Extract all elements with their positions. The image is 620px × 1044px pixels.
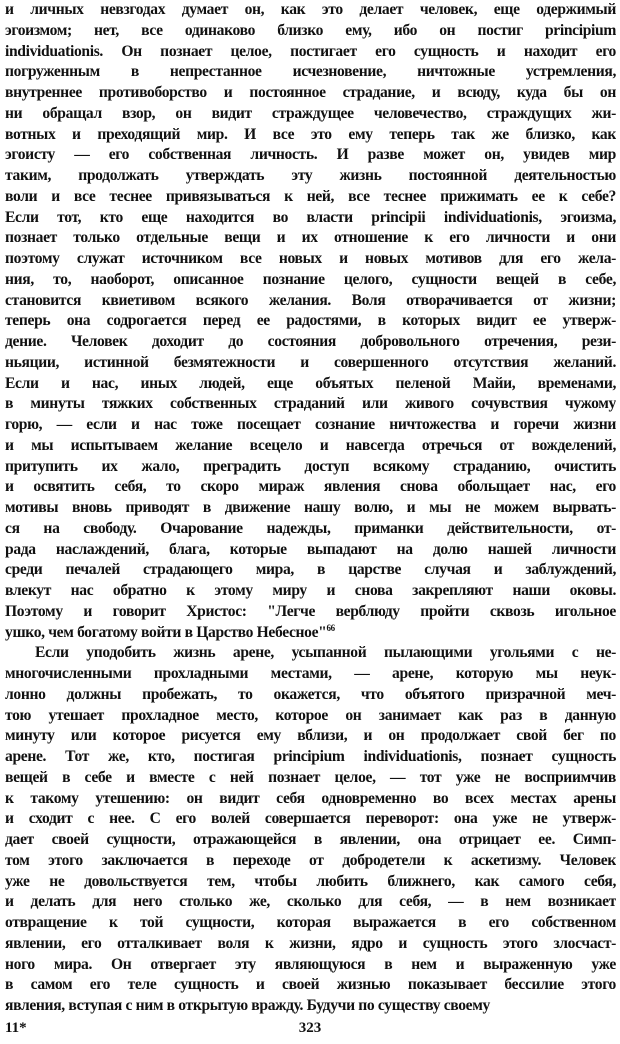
- text-line: и сходит с нее. С его волей совершается переворот: она уже не утверж-: [5, 810, 616, 828]
- printer-signature: 11*: [5, 1020, 27, 1036]
- text-line: поэтому служат источником все новых и новых мотивов для его жела-: [5, 250, 616, 267]
- text-line: и личных невзгодах думает он, как это делает человек, еще одержимый: [5, 1, 616, 18]
- text-line: становится квиетивом всякого желания. Воля отворачивается от жизни;: [5, 291, 616, 309]
- text-line: эгоизмом; нет, все одинаково близко ему, ибо он постиг principium: [5, 21, 616, 39]
- text-line: познает только отдельные вещи и их отношение к его личности и они: [5, 229, 616, 247]
- text-line: явлении, его отталкивает воля к жизни, ядро и сущность этого злосчаст-: [5, 934, 616, 952]
- text-line: вотных и преходящий мир. И все это ему теперь так же близко, как: [5, 125, 616, 143]
- text-line: таким, продолжать утверждать эту жизнь постоянной деятельностью: [5, 167, 616, 184]
- text-line: многочисленными прохладными местами, — арене, которую мы неук-: [5, 665, 616, 682]
- text-line: мотивы вновь приводят в движение нашу волю, и мы не можем вырвать-: [5, 499, 616, 516]
- text-line: минуту или которое рисуется ему вблизи, и он продолжает свой бег по: [5, 727, 616, 745]
- text-line: тою утешает прохладное место, которое он занимает как раз в данную: [5, 706, 616, 724]
- text-line: Поэтому и говорит Христос: "Легче верблюду пройти сквозь игольное: [5, 602, 616, 620]
- text-line: ньяции, истинной безмятежности и совершенного отсутствия желаний.: [5, 353, 616, 371]
- text-line: individuationis. Он познает целое, постигает его сущность и находит его: [5, 42, 616, 60]
- text-line: ного мира. Он отвергает эту являющуюся в нем и выраженную уже: [5, 955, 616, 973]
- text-line: и делать для него столько же, сколько для себя, — в нем возникает: [5, 893, 616, 911]
- text-line: Если уподобить жизнь арене, усыпанной пылающими угольями с не-: [35, 644, 616, 662]
- text-line: и освятить себя, то скоро мираж явления снова обольщает нас, его: [5, 478, 616, 496]
- body-text: [5, 0, 616, 1017]
- text-line: уже не довольствуется тем, чтобы любить ближнего, как самого себя,: [5, 872, 616, 890]
- text-line: теперь она содрогается перед ее радостями, в которых видит ее утверж-: [5, 312, 616, 330]
- text-line: Если тот, кто еще находится во власти principii individuationis, эгоизма,: [5, 208, 616, 226]
- text-line: влекут нас обратно к этому миру и снова закрепляют наши оковы.: [5, 582, 616, 599]
- text-line: притупить их жало, преградить доступ всякому страданию, очистить: [5, 457, 616, 475]
- text-line: ся на свободу. Очарование надежды, приманки действительности, от-: [5, 519, 616, 537]
- text-line: отвращение к той сущности, которая выражается в его собственном: [5, 914, 616, 931]
- text-line: в самом его теле сущность и своей жизнью показывает бессилие этого: [5, 976, 616, 994]
- text-line: рада наслаждений, блага, которые выпадают на долю нашей личности: [5, 540, 616, 558]
- text-line: ушко, чем богатому войти в Царство Небесное"$^{66}$: [5, 622, 335, 641]
- text-line: эгоисту — его собственная личность. И разве может он, увидев мир: [5, 146, 616, 164]
- page-number: 323: [298, 1020, 322, 1036]
- text-line: погруженным в непрестанное исчезновение, ничтожные устремления,: [5, 63, 616, 81]
- text-line: среди печалей страдающего мира, в царстве случая и заблуждений,: [5, 561, 616, 579]
- text-line: Если и нас, иных людей, еще объятых пеленой Майи, временами,: [5, 374, 616, 392]
- text-line: в минуты тяжких собственных страданий или живого сочувствия чужому: [5, 395, 616, 413]
- text-line: лонно должны пробежать, то окажется, что объятого призрачной меч-: [5, 685, 616, 703]
- text-line: к такому утешению: он видит себя одновременно во всех местах арены: [5, 789, 616, 807]
- text-line: дает своей сущности, отражающейся в явлении, она отрицает ее. Симп-: [5, 831, 616, 848]
- text-line: внутреннее противоборство и постоянное страдание, и всюду, куда бы он: [5, 84, 616, 101]
- text-line: горю, — если и нас тоже посещает сознание ничтожества и горечи жизни: [5, 416, 616, 433]
- text-line: воли и все теснее привязываться к ней, все теснее прижимать ее к себе?: [5, 187, 616, 205]
- text-line: дение. Человек доходит до состояния добровольного отречения, рези-: [5, 333, 616, 350]
- text-line: вещей в себе и вместе с ней познает целое, — тот уже не восприимчив: [5, 768, 616, 786]
- text-line: арене. Тот же, кто, постигая principium individuationis, познает сущность: [5, 748, 616, 765]
- footnote-reference: 66: [326, 622, 335, 633]
- text-line: ни обращал взор, он видит страждущее человечество, страждущих жи-: [5, 104, 616, 122]
- text-line: явления, вступая с ним в открытую вражду. Будучи по существу своему: [5, 997, 490, 1014]
- text-line: и мы испытываем желание всецело и навсегда отречься от вожделений,: [5, 436, 616, 454]
- text-line: ния, то, наоборот, описанное познание целого, сущности вещей в себе,: [5, 270, 616, 288]
- text-line: том этого заключается в переходе от добродетели к аскетизму. Человек: [5, 851, 616, 869]
